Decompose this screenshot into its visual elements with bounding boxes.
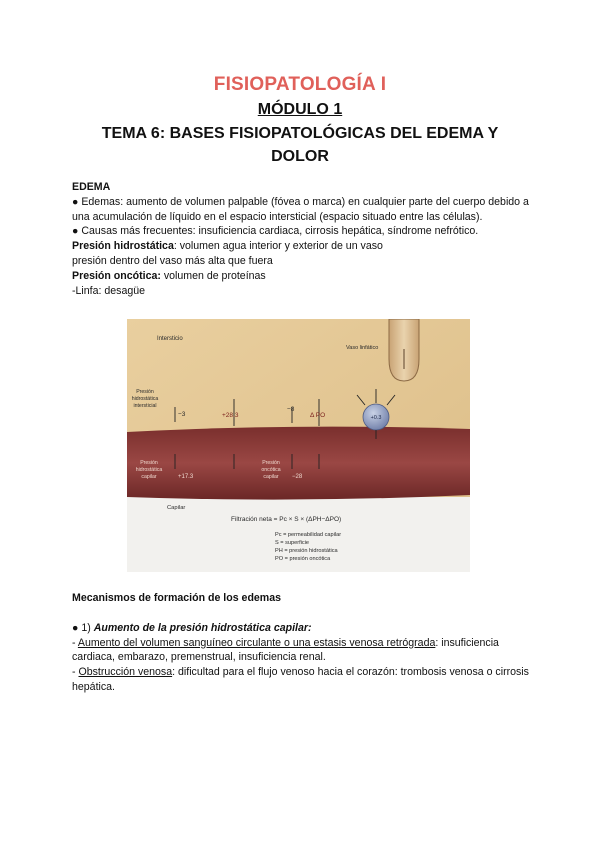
capillary-oncotic-label-2: oncótica <box>261 467 281 473</box>
capillary-oncotic-label-1: Presión <box>262 460 280 466</box>
mechanism-line-2-dash: - <box>72 666 79 679</box>
hydrostatic-label: Presión hidrostática <box>72 240 174 253</box>
capillary-hydrostatic-label-1: Presión <box>140 460 158 466</box>
edema-bullet-definition: ● Edemas: aumento de volumen palpable (fóvea o marca) en cualquier parte del cuerpo debido a una acumulación de líquido en el espacio intersticial (espacio situado entre las células). <box>72 195 529 223</box>
filtration-formula: Filtración neta = Pc × S × (ΔPH−ΔPO) <box>231 516 342 523</box>
mechanism-item-1-bullet: ● 1) <box>72 621 94 634</box>
legend-line-2: S = superficie <box>275 540 310 546</box>
mechanism-line-1-rest: : insuficiencia cardiaca, embarazo, premenstrual, insuficiencia renal. <box>72 636 499 664</box>
interstitium-label: Intersticio <box>157 336 183 342</box>
value-plus-0-3: +0.3 <box>370 415 382 421</box>
delta-po-label: Δ PO <box>310 412 326 419</box>
capillary-hydrostatic-label-2: hidrostática <box>135 467 163 473</box>
legend-line-1: Pc = permeabilidad capilar <box>275 532 342 538</box>
capillary-hydrostatic-label-3: capilar <box>141 474 157 480</box>
mechanism-line-1 <box>72 636 534 666</box>
oncotic-label: Presión oncótica: <box>72 269 161 282</box>
interstitial-pressure-label-2: hidrostática <box>131 396 159 402</box>
capillary-label: Capilar <box>167 505 186 511</box>
mechanism-line-2-rest: : dificultad para el flujo venoso hacia el corazón: trombosis venosa o cirrosis hepática. <box>72 666 529 693</box>
document-title: FISIOPATOLOGÍA I <box>213 74 387 95</box>
interstitial-pressure-value: −3 <box>178 411 186 418</box>
hydrostatic-line-2: presión dentro del vaso más alta que fuera <box>72 254 273 267</box>
capillary-vessel <box>127 427 470 500</box>
legend-line-3: PH = presión hidrostática <box>275 548 338 554</box>
edema-bullet-causes: ● Causas más frecuentes: insuficiencia cardiaca, cirrosis hepática, síndrome nefrótico. <box>72 225 479 238</box>
mechanism-item-1 <box>72 621 534 636</box>
legend-line-4: PO = presión oncótica <box>275 556 331 562</box>
lymph-line: -Linfa: desagüe <box>72 284 146 297</box>
hydrostatic-line <box>72 239 532 254</box>
interstitial-pressure-label-1: Presión <box>136 389 154 395</box>
edema-heading: EDEMA <box>72 181 111 193</box>
interstitial-pressure-label-3: intersticial <box>133 403 157 409</box>
edema-section <box>72 180 532 298</box>
mechanisms-heading: Mecanismos de formación de los edemas <box>72 592 282 604</box>
module-heading: MÓDULO 1 <box>257 101 343 118</box>
value-plus-28-3: +28.3 <box>222 412 239 419</box>
hydrostatic-text: : volumen agua interior y exterior de un vaso <box>173 240 383 253</box>
mechanism-item-1-title: Aumento de la presión hidrostática capilar: <box>93 621 312 634</box>
capillary-hydrostatic-value: +17.3 <box>178 474 194 480</box>
oncotic-text: volumen de proteínas <box>160 269 266 282</box>
oncotic-line <box>72 269 532 284</box>
mechanisms-section <box>72 591 534 695</box>
mechanism-line-2-underlined: Obstrucción venosa <box>78 666 173 679</box>
capillary-filtration-figure <box>127 319 470 572</box>
mechanism-line-2 <box>72 665 534 695</box>
lymphatic-vessel-label: Vaso linfático <box>346 345 379 351</box>
mechanism-line-1-underlined: Aumento del volumen sanguíneo circulante o una estasis venosa retrógrada <box>77 636 436 649</box>
mechanism-line-1-dash: - <box>72 636 78 649</box>
capillary-oncotic-label-3: capilar <box>263 474 279 480</box>
topic-heading: TEMA 6: BASES FISIOPATOLÓGICAS DEL EDEMA Y DOLOR <box>101 125 499 165</box>
value-minus-8: −8 <box>287 406 295 413</box>
capillary-oncotic-value: −28 <box>292 474 303 480</box>
